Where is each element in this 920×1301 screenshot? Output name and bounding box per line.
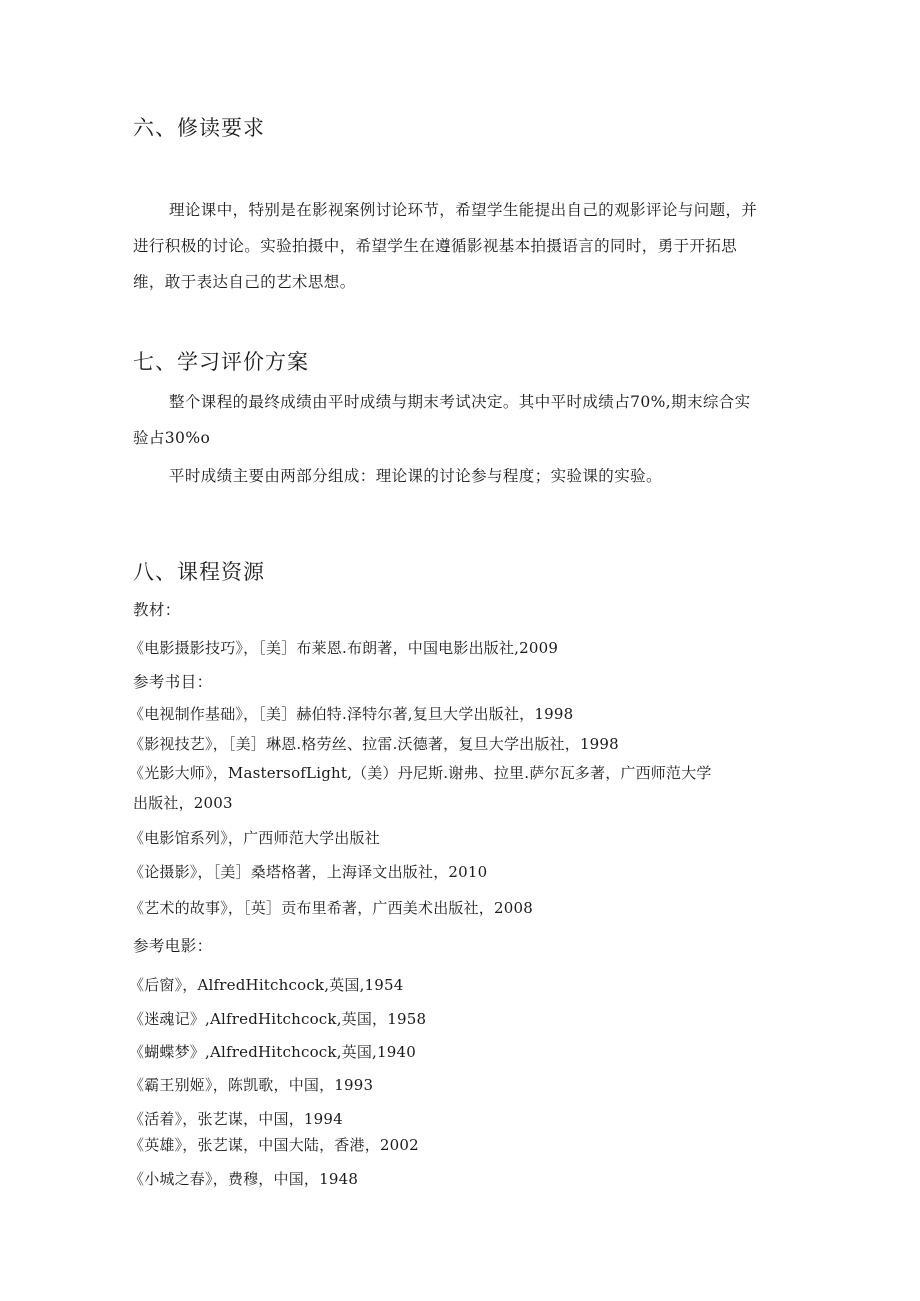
- section-6-paragraph-line-2: 进行积极的讨论。实验拍摄中，希望学生在遵循影视基本拍摄语言的同时，勇于开拓思: [133, 237, 738, 255]
- reference-films-label: 参考电影：: [133, 937, 213, 955]
- section-7-heading: 七、学习评价方案: [133, 350, 309, 374]
- reference-film-item: 《后窗》，AlfredHitchcock,英国,1954: [129, 976, 404, 994]
- reference-books-label: 参考书目：: [133, 673, 213, 691]
- section-7-paragraph-line-2: 验占30%o: [133, 429, 211, 447]
- section-6-paragraph-line-3: 维，敢于表达自己的艺术思想。: [133, 273, 356, 291]
- reference-book-item-continuation: 出版社，2003: [133, 794, 233, 812]
- section-6-paragraph-line-1: 理论课中，特别是在影视案例讨论环节，希望学生能提出自己的观影评论与问题，并: [169, 201, 758, 219]
- reference-film-item: 《霸王别姬》，陈凯歌，中国，1993: [129, 1076, 374, 1094]
- reference-film-item: 《活着》，张艺谋，中国，1994: [129, 1110, 343, 1128]
- reference-book-item: 《影视技艺》，［美］琳恩.格劳丝、拉雷.沃德著，复旦大学出版社，1998: [129, 735, 619, 753]
- section-8-heading: 八、课程资源: [133, 560, 265, 584]
- reference-book-item: 《电影馆系列》，广西师范大学出版社: [129, 829, 380, 847]
- reference-book-item: 《光影大师》，MastersofLight,（美）丹尼斯.谢弗、拉里.萨尔瓦多著，广西师范大学: [129, 764, 712, 782]
- reference-book-item: 《论摄影》，［美］桑塔格著，上海译文出版社，2010: [129, 863, 488, 881]
- reference-film-item: 《英雄》，张艺谋，中国大陆，香港，2002: [129, 1136, 419, 1154]
- textbook-entry: 《电影摄影技巧》，［美］布莱恩.布朗著，中国电影出版社,2009: [129, 639, 559, 657]
- textbook-label: 教材：: [133, 601, 181, 619]
- reference-film-item: 《蝴蝶梦》,AlfredHitchcock,英国,1940: [129, 1043, 416, 1061]
- reference-book-item: 《艺术的故事》，［英］贡布里希著，广西美术出版社，2008: [129, 899, 533, 917]
- reference-book-item: 《电视制作基础》，［美］赫伯特.泽特尔著,复旦大学出版社，1998: [129, 705, 574, 723]
- reference-film-item: 《小城之春》，费穆，中国，1948: [129, 1170, 359, 1188]
- reference-film-item: 《迷魂记》,AlfredHitchcock,英国，1958: [129, 1010, 427, 1028]
- section-7-paragraph-line-1: 整个课程的最终成绩由平时成绩与期末考试决定。其中平时成绩占70%,期末综合实: [169, 393, 751, 411]
- section-6-heading: 六、修读要求: [133, 116, 265, 140]
- section-7-paragraph-2: 平时成绩主要由两部分组成：理论课的讨论参与程度；实验课的实验。: [169, 467, 662, 485]
